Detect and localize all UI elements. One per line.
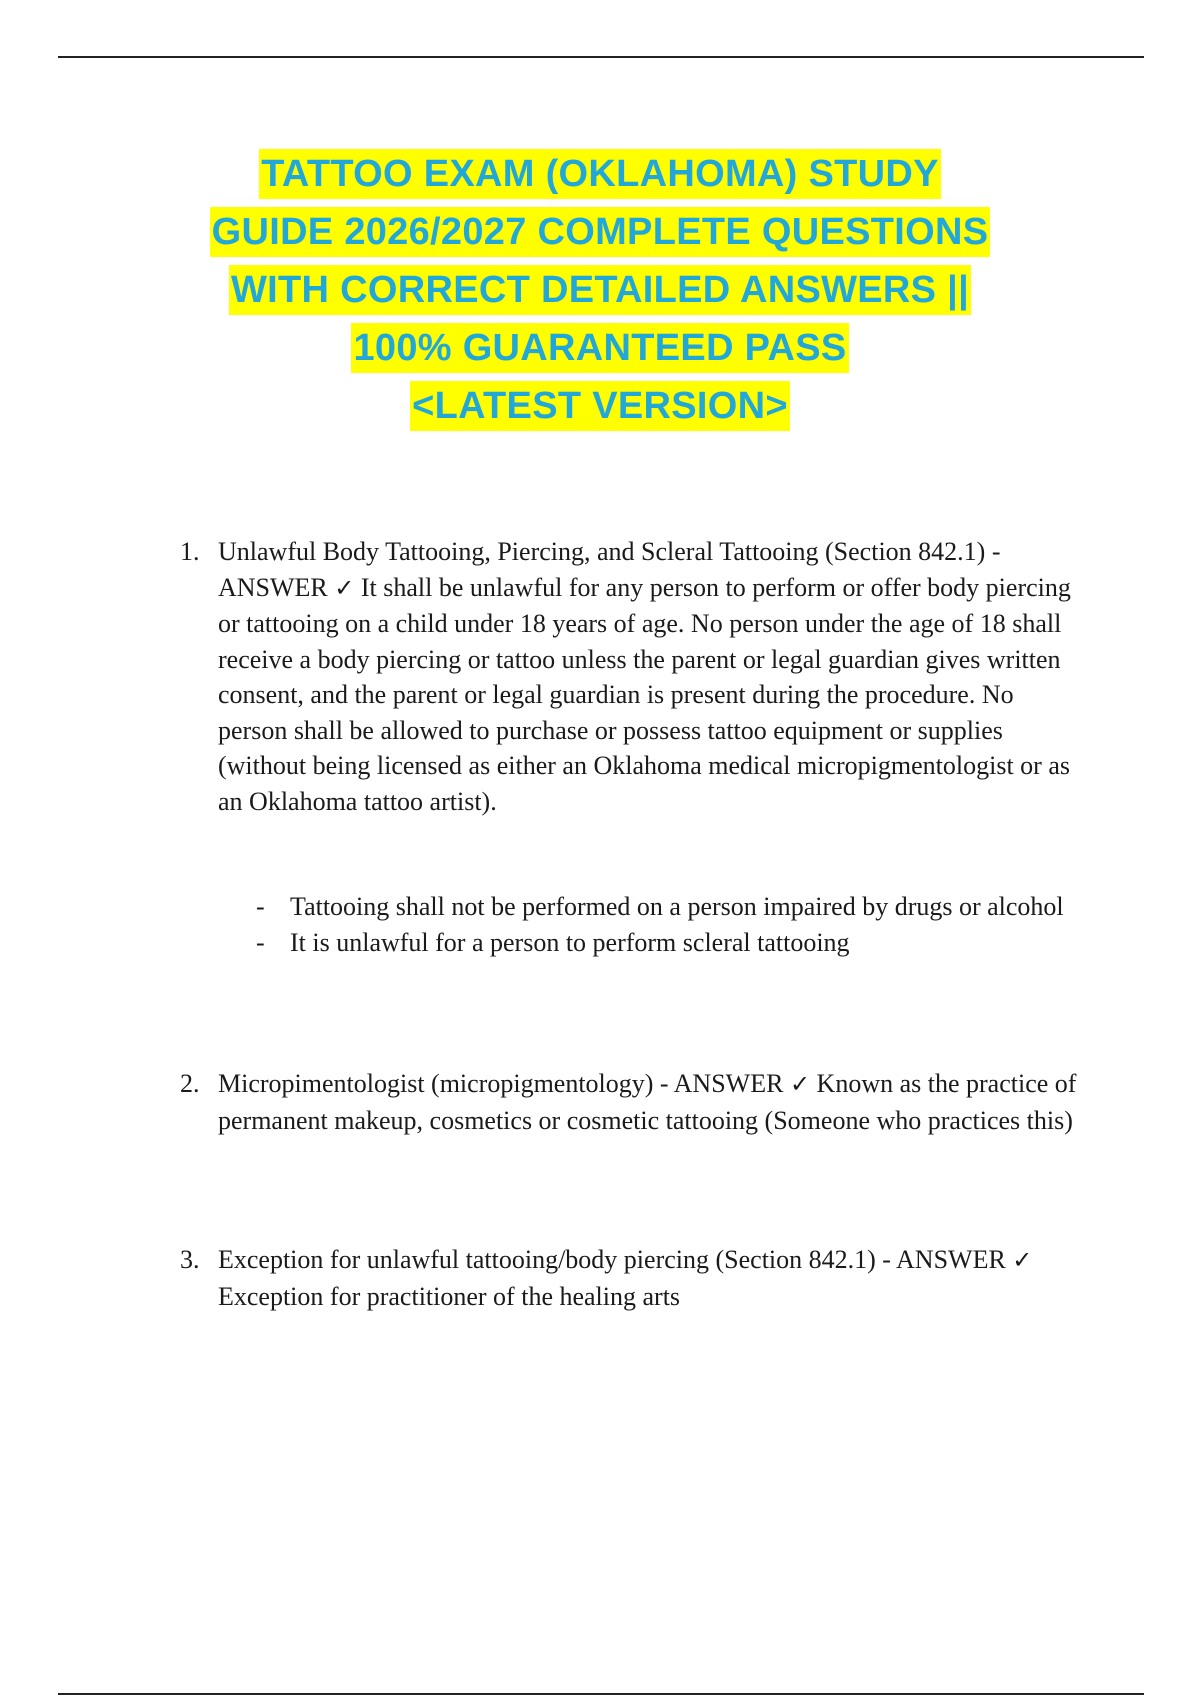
answer-text: Known as the practice of permanent makeup, cosmetics or cosmetic tattooing (Someone who practices this): [218, 1069, 1077, 1135]
question-item: [180, 534, 1080, 819]
question-number: 2.: [180, 1069, 200, 1098]
bullet-text: Tattooing shall not be performed on a person impaired by drugs or alcohol: [290, 892, 1064, 921]
question-2: [180, 1066, 1080, 1138]
title-line-1: TATTOO EXAM (OKLAHOMA) STUDY: [60, 146, 1140, 204]
question-text: Micropimentologist (micropigmentology) - ANSWER: [218, 1069, 784, 1098]
document-title: [60, 146, 1140, 436]
dash-bullet: -: [256, 892, 265, 921]
question-text: Unlawful Body Tattooing, Piercing, and Scleral Tattooing (Section 842.1) - ANSWER: [218, 537, 1001, 602]
title-line-3: WITH CORRECT DETAILED ANSWERS ||: [60, 262, 1140, 320]
title-line-5: <LATEST VERSION>: [60, 378, 1140, 436]
title-line-2: GUIDE 2026/2027 COMPLETE QUESTIONS: [60, 204, 1140, 262]
answer-text: It shall be unlawful for any person to perform or offer body piercing or tattooing on a child under 18 years of age. No person under the age of 18 shall receive a body piercing or tattoo unless the parent or legal guardian gives written consent, and the parent or legal guardian is present during the procedure. No person shall be allowed to purchase or possess tattoo equipment or supplies (without being licensed as either an Oklahoma medical micropigmentologist or as an Oklahoma tattoo artist).: [218, 572, 1071, 816]
question-number: 3.: [180, 1245, 200, 1274]
question-number: 1.: [180, 537, 200, 566]
question-item: [180, 1242, 1080, 1314]
bullet-text: It is unlawful for a person to perform scleral tattooing: [290, 927, 850, 957]
question-3: [180, 1242, 1080, 1314]
question-1-bullet-list: [252, 889, 1072, 960]
checkmark-icon: ✓: [334, 573, 355, 602]
bottom-divider: [58, 1693, 1144, 1695]
checkmark-icon: ✓: [789, 1070, 811, 1098]
answer-text: Exception for practitioner of the healing arts: [218, 1281, 681, 1311]
question-item: [180, 1066, 1080, 1138]
dash-bullet: -: [256, 927, 265, 957]
list-item: [252, 925, 1072, 961]
question-text: Exception for unlawful tattooing/body piercing (Section 842.1) - ANSWER: [218, 1245, 1006, 1274]
question-1: [180, 534, 1080, 819]
checkmark-icon: ✓: [1012, 1246, 1033, 1274]
title-line-4: 100% GUARANTEED PASS: [60, 320, 1140, 378]
list-item: [252, 889, 1072, 925]
top-divider: [58, 56, 1144, 58]
